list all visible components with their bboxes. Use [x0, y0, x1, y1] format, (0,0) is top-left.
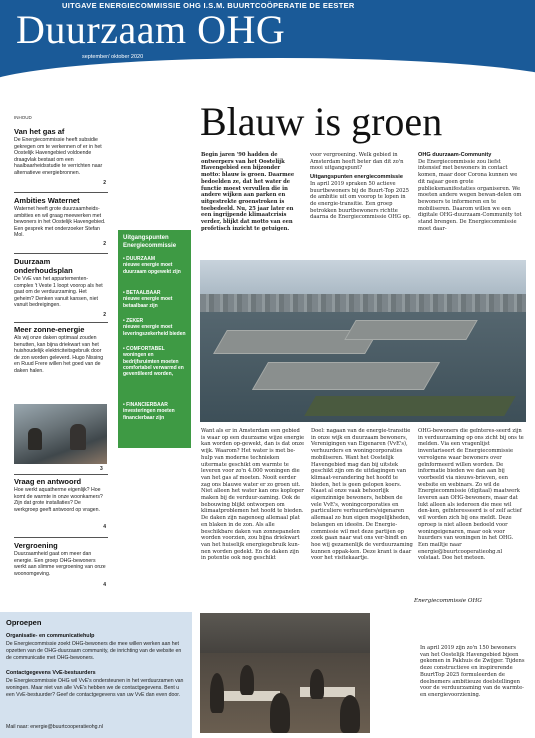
person-figure	[70, 424, 86, 450]
toc-divider	[14, 253, 108, 254]
principle-body: nieuwe energie moet leveringszekerheid bieden	[123, 324, 186, 337]
caption-text: In april 2019 zijn zo'n 150 bewoners van het Oostelijk Havengebied bijeen gekomen in Pakhuis de Zwijger. Tijdens deze constructieve en inspirerende BuurtTop 2025 formuleerden de deelnemers ambitieuze doelstellingen voor de verduurzaming van de warmte- en energievoorziening.	[420, 645, 525, 698]
toc-item-vraag-antwoord[interactable]	[14, 477, 106, 529]
toc-item-page: 4	[103, 524, 106, 530]
article-lower-col-2	[311, 428, 413, 562]
toc-item-text: Waternet heeft grote duurzaamheids-ambities en wil graag meewerken met bewoners in het Oostelijk Havengebied. Een gesprek met onderzoeker Stefan Mol.	[14, 206, 106, 239]
principle-body: nieuwe energie moet duurzaam opgewekt zijn	[123, 262, 181, 275]
principle-item	[123, 346, 189, 377]
toc-item-page: 4	[103, 582, 106, 588]
section-heading: OHG duurzaam-Community	[418, 152, 492, 158]
article-signature: Energiecommissie OHG	[414, 598, 482, 604]
toc-item-text: Hoe werkt aquatherme eigenlijk? Hoe komt de warmte in onze woonkamers? Zijn dat grote installaties? De werkgroep geeft antwoord op vragen.	[14, 487, 103, 513]
column-text: OHG-bewoners die geïnteres-seerd zijn in verduurzaming op ons zicht bij ons te melden. Via een vragenlijst inventariseert de Energiecommissie vervolgens waar bewoners over geïnformeerd willen worden. De informatie bieden we dan aan bij voorbeeld via nieuws-brieven, een website en webinars. Zo wil de Energiecommissie (digitaal) maatwerk leveren aan OHG-bewoners, maar dat lukt alleen als iedereen die mee wil den-ken, geïnteresseerd is of zelf actief wil worden zich bij ons meldt. Deze oproep is niet alleen bedoeld voor woningeigenaren, maar ook voor huurders van woningen in het OHG. Een mailtje naar energie@buurtcooperatieohg.nl volstaat. Doe het meteen.	[418, 428, 524, 562]
newspaper-title: Duurzaam OHG	[16, 7, 286, 52]
person-figure	[210, 673, 224, 713]
article-column-3	[418, 152, 524, 232]
photo-wall	[200, 613, 370, 653]
buurttop-meeting-photo	[200, 613, 370, 733]
issue-date: september/ oktober 2020	[82, 54, 144, 60]
toc-label: INHOUD	[14, 115, 32, 120]
principle-body: woningen en bedrijfsruimten moeten comfortabel verwarmd en geventileerd worden,	[123, 352, 184, 378]
toc-item-title: Meer zonne-energie	[14, 325, 85, 334]
article-intro	[201, 152, 301, 232]
oproep-heading: Organisatie- en communicatiehulp	[6, 633, 95, 639]
toc-item-page: 3	[100, 466, 103, 472]
oproep-text: De Energiecommissie OHG wil VvE's ondersteunen in het verduurzamen van woningen. Maar niet van alle VvE's hebben we de contactgegevens. Bent u een VvE-bestuurder? Geef de contactgegevens van uw VvE dan even door.	[6, 678, 184, 698]
principle-item	[123, 402, 189, 421]
aerial-harbour-photo	[200, 260, 526, 422]
principle-item	[123, 290, 189, 309]
person-figure	[28, 428, 42, 450]
person-figure	[310, 669, 324, 699]
masthead	[0, 0, 535, 84]
toc-divider	[14, 474, 108, 475]
section-heading: Uitgangspunten energiecommissie	[310, 174, 403, 181]
solar-roof-photo	[14, 404, 107, 464]
photo-pier	[252, 362, 440, 390]
publisher-line: UITGAVE ENERGIECOMMISSIE OHG I.S.M. BUURTCOÖPERATIE DE EESTER	[62, 1, 355, 10]
photo-caption	[420, 645, 526, 699]
toc-item-onderhoudsplan[interactable]	[14, 257, 106, 317]
article-lower-col-3	[418, 428, 524, 562]
principle-head: • DUURZAAM	[123, 256, 156, 262]
principle-body: nieuwe energie moet betaalbaar zijn	[123, 296, 173, 309]
toc-divider	[14, 322, 108, 323]
oproepen-box	[0, 612, 192, 738]
masthead-wave	[0, 58, 535, 84]
principle-body: investeringen moeten financierbaar zijn	[123, 408, 175, 421]
oproepen-title: Oproepen	[6, 618, 42, 627]
toc-item-title: Vraag en antwoord	[14, 477, 82, 486]
column-text: Want als er in Amsterdam een gebied is waar op een duurzame wijze energie kan worden op-gewekt, dan is dat onze wijk. Waarom? Het water is met be-hulp van moderne technieken uitermate geschikt om warmte te leveren voor zo'n 4.000 woningen die van het gas af moeten. Nooit eerder zag ons blauwe water er zo groen uit. Niet alleen het water kan ons koploper maken bij de verduur-zaming. Ook de bebouwing blijkt ontworpen om klimaatproblemen het hoofd te bieden. De daken zijn nagenoeg allemaal plat en blaken in de zon. Als alle beschikbare daken van zonnepanelen worden voorzien, zou bijna driekwart van het huiselijk energiegebruik kun-nen worden gedekt. En de daken zijn in potentie ook nog geschikt	[201, 428, 305, 562]
toc-item-title: Vergroening	[14, 541, 58, 550]
photo-dock	[304, 396, 516, 416]
toc-divider	[14, 537, 108, 538]
toc-item-page: 2	[103, 180, 106, 186]
toc-item-zonne-energie[interactable]	[14, 325, 106, 399]
toc-item-waternet[interactable]	[14, 196, 106, 246]
oproep-heading: Contactgegevens VvE-bestuurders	[6, 670, 96, 676]
toc-item-title: Ambities Waternet	[14, 196, 80, 205]
toc-item-text: De Energiecommissie heeft subsidie gekregen om te verkennen of er in het Oostelijk Havengebied voldoende draagvlak bestaat om een haalbaarheidsstudie te verrichten naar alternatieve energiebronnen.	[14, 137, 103, 176]
intro-text: Begin jaren '90 hadden de ontwerpers van het Oostelijk Havengebied een bijzonder motto: blauw is groen. Daarmee bedoelden ze, dat het water de functie moest vervullen die in andere wijken aan parken en uitgestrekte groenstroken is toebedeeld. Nu, 25 jaar later en een ingrijpende klimaatcrisis verder, blijkt dat motto van een profetisch inzicht te getuigen.	[201, 152, 295, 232]
photo-pier	[344, 320, 478, 340]
principle-head: • BETAALBAAR	[123, 290, 161, 296]
principle-item	[123, 256, 189, 275]
principles-box	[118, 230, 191, 448]
person-figure	[270, 693, 290, 733]
toc-item-title: Van het gas af	[14, 127, 65, 136]
article-lower-col-1	[201, 428, 305, 562]
toc-divider	[14, 192, 108, 193]
toc-item-title: Duurzaam onderhoudsplan	[14, 257, 73, 275]
toc-item-vergroening[interactable]	[14, 541, 106, 587]
principles-title: Uitgangspunten Energiecommissie	[123, 235, 177, 249]
column-text: voor vergroening. Welk gebied in Amsterdam heeft beter dan dit zo'n mooi uitgangspunt?	[310, 152, 404, 172]
column-text: In april 2019 spraken 50 actieve buurtbewoners bij de Buurt-Top 2025 de ambitie uit om voorop te lopen in de energie-transitie. Een groep betrokken buurtbewoners richtte daarna de Energiecommissie OHG op.	[310, 180, 411, 221]
article-column-2	[310, 152, 412, 221]
person-figure	[240, 665, 254, 695]
principle-head: • COMFORTABEL	[123, 346, 165, 352]
column-text: De Energiecommissie zou liefst intensief met bewoners in contact komen, maar door Corona kunnen we dit najaar geen grote publieksmanifestaties organiseren. We moeten andere wegen bewan-delen om bewoners te informeren en te mobiliseren. Daarom willen we een digitale OHG-duurzaam-Community tot stand brengen. De Energiecommissie moet daar-	[418, 158, 522, 232]
principle-item	[123, 318, 189, 337]
oproep-text: De Energiecommissie zoekt OHG-bewoners die mee willen werken aan het opzetten van de OHG-duurzaam community, de inrichting van de website en de communicatie met OHG-bewoners.	[6, 641, 182, 661]
principle-head: • ZEKER	[123, 318, 144, 324]
toc-item-text: De VvE van het appartementen-complex 't Veste 1 loopt voorop als het gaat om de verduurzaming. Het geheim? Denken vanuit kansen, niet vanuit bedreigingen.	[14, 276, 103, 309]
toc-item-page: 2	[103, 312, 106, 318]
principle-head: • FINANCIERBAAR	[123, 402, 168, 408]
toc-item-text: Als wij onze daken optimaal zouden benutten, kan bijna driekwart van het huishoudelijk elektriciteitsgebruik door de zon worden geleverd. Hugo Nissing en Ruud Frere willen het goed van de daken halen.	[14, 335, 104, 374]
toc-item-page: 2	[103, 241, 106, 247]
toc-item-gas[interactable]	[14, 127, 106, 185]
column-text: Doel: nagaan van de energie-transitie in onze wijk en duurzaam bewoners, Verenigingen van Eigenaren (VvE's), verhuurders en woningcorporaties mobiliseren. Want het Oostelijk Havengebied mag dan bij uitstek geschikt zijn om de uitdagingen van klimaat-verandering het hoofd te bieden, het is geen gelopen koers. Naast al onze vaak behoorlijk eigenzinnige bewoners, hebben de vele VvE's, woningcorporaties en particuliere verhuurders/eigenaren allemaal zo hun eigen mogelijkheden, belangen en ideeën. De Energie-commissie wil met deze partijen op zoek gaan naar wat ons ver-bindt en hoe wij gezamenlijk de verduurzaming kunnen oppak-ken. Deze krant is daar voor het visitekaartje.	[311, 428, 413, 562]
person-figure	[340, 695, 360, 733]
oproep-mail-link[interactable]: Mail naar: energie@buurtcooperatieohg.nl	[6, 724, 103, 730]
photo-skyline	[200, 294, 526, 312]
toc-item-text: Duurzaamheid gaat om meer dan energie. Een groep OHG-bewoners werkt aan slimme vergroening van onze woonomgeving.	[14, 551, 106, 577]
article-headline: Blauw is groen	[200, 99, 443, 144]
